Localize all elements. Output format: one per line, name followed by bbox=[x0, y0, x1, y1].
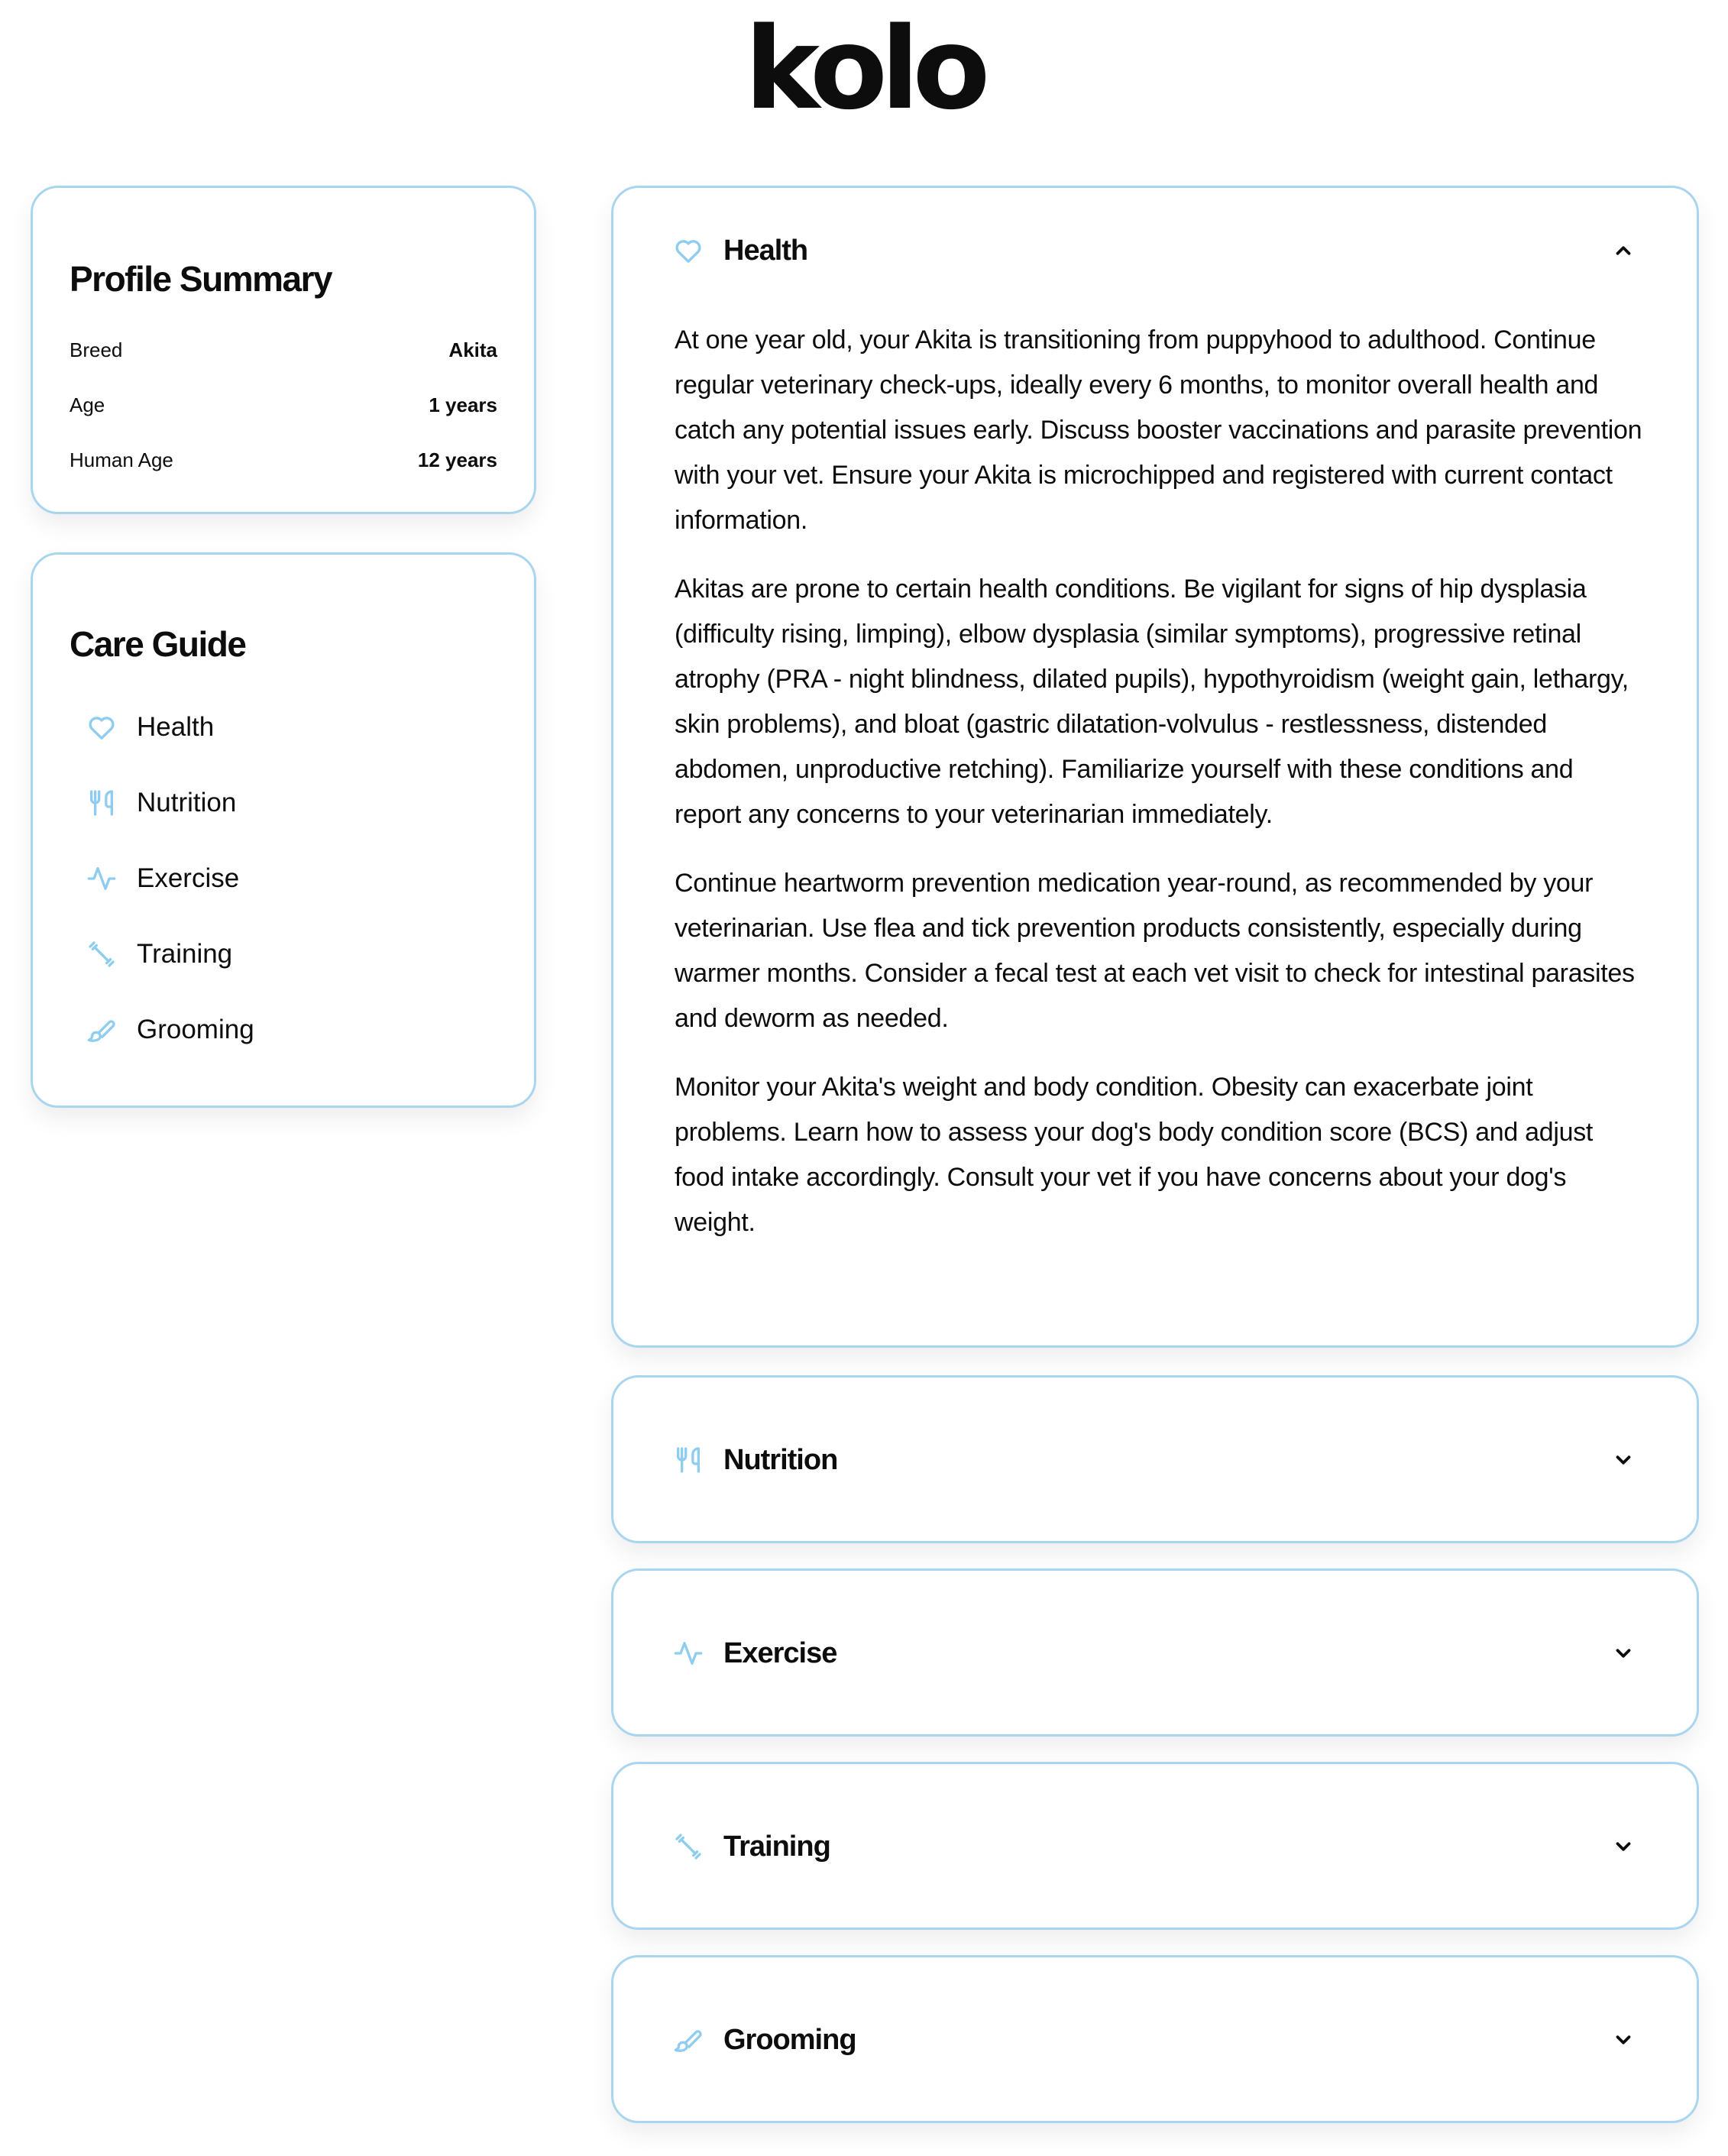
age-value: 1 years bbox=[429, 393, 497, 416]
accordion-title: Exercise bbox=[723, 1636, 837, 1669]
profile-row-human-age bbox=[70, 432, 497, 487]
profile-row-breed bbox=[70, 322, 497, 377]
accordion-grooming bbox=[611, 1955, 1699, 2123]
human-age-value: 12 years bbox=[417, 448, 497, 471]
accordion-health-content bbox=[675, 318, 1643, 1269]
profile-rows bbox=[70, 322, 497, 487]
dumbbell-icon bbox=[673, 1831, 704, 1862]
accordion-nutrition-header[interactable] bbox=[673, 1437, 1637, 1483]
heart-icon bbox=[86, 712, 117, 743]
health-paragraph: Akitas are prone to certain health conditions. Be vigilant for signs of hip dysplasia (difficulty rising, limping), elbow dysplasia (similar symptoms), progressive retinal atrophy (PRA - night blindness, dilated pupils), hypothyroidism (weight gain, lethargy, skin problems), and bloat (gastric dilatation-volvulus - restlessness, distended abdomen, unproductive retching). Familiarize yourself with these conditions and report any concerns to your veterinarian immediately. bbox=[675, 575, 1629, 829]
heart-icon bbox=[673, 235, 704, 266]
care-guide-item-label: Exercise bbox=[137, 863, 240, 893]
accordion-training-header[interactable] bbox=[673, 1824, 1637, 1870]
profile-row-age bbox=[70, 377, 497, 432]
health-paragraph: At one year old, your Akita is transitioning from puppyhood to adulthood. Continue regular veterinary check-ups, ideally every 6 months, to monitor overall health and catch any potential issues early. Discuss booster vaccinations and parasite prevention with your vet. Ensure your Akita is microchipped and registered with current contact information. bbox=[675, 325, 1642, 535]
care-guide-item-health[interactable] bbox=[70, 689, 497, 765]
human-age-label: Human Age bbox=[70, 448, 173, 471]
brush-icon bbox=[673, 2025, 704, 2055]
age-label: Age bbox=[70, 393, 105, 416]
chevron-down-icon[interactable] bbox=[1610, 1446, 1637, 1474]
accordion-grooming-header[interactable] bbox=[673, 2017, 1637, 2063]
health-paragraph: Continue heartworm prevention medication year-round, as recommended by your veterinarian. Use flea and tick prevention products consistently, especially during warmer months. Consider a fecal test at each vet visit to check for intestinal parasites and deworm as needed. bbox=[675, 869, 1635, 1033]
profile-summary-card bbox=[31, 186, 536, 514]
care-guide-item-exercise[interactable] bbox=[70, 840, 497, 916]
accordion-title: Nutrition bbox=[723, 1443, 838, 1476]
activity-icon bbox=[86, 863, 117, 894]
activity-icon bbox=[673, 1638, 704, 1669]
breed-value: Akita bbox=[448, 338, 497, 361]
dumbbell-icon bbox=[86, 939, 117, 970]
brush-icon bbox=[86, 1015, 117, 1045]
care-guide-item-grooming[interactable] bbox=[70, 992, 497, 1067]
utensils-icon bbox=[86, 788, 117, 818]
care-guide-list bbox=[70, 689, 497, 1067]
accordion-title: Health bbox=[723, 234, 808, 267]
accordion-title: Training bbox=[723, 1830, 830, 1863]
chevron-down-icon[interactable] bbox=[1610, 2026, 1637, 2054]
accordion-nutrition bbox=[611, 1375, 1699, 1543]
accordion-training bbox=[611, 1762, 1699, 1930]
care-guide-item-training[interactable] bbox=[70, 916, 497, 992]
care-guide-item-nutrition[interactable] bbox=[70, 765, 497, 840]
care-guide-item-label: Health bbox=[137, 711, 215, 742]
accordion-exercise-header[interactable] bbox=[673, 1630, 1637, 1676]
accordion-title: Grooming bbox=[723, 2023, 856, 2056]
care-guide-item-label: Grooming bbox=[137, 1014, 254, 1044]
care-guide-title: Care Guide bbox=[70, 624, 246, 664]
health-paragraph: Monitor your Akita's weight and body condition. Obesity can exacerbate joint problems. Learn how to assess your dog's body condition score (BCS) and adjust food intake accordingly. Consult your vet if you have concerns about your dog's weight. bbox=[675, 1073, 1594, 1237]
chevron-down-icon[interactable] bbox=[1610, 1640, 1637, 1667]
care-guide-item-label: Nutrition bbox=[137, 787, 237, 817]
profile-summary-title: Profile Summary bbox=[70, 259, 332, 299]
chevron-down-icon[interactable] bbox=[1610, 1833, 1637, 1860]
accordion-health-header[interactable] bbox=[673, 228, 1637, 274]
accordion-health bbox=[611, 186, 1699, 1348]
care-guide-card bbox=[31, 552, 536, 1108]
utensils-icon bbox=[673, 1445, 704, 1475]
accordion-exercise bbox=[611, 1568, 1699, 1737]
care-guide-item-label: Training bbox=[137, 938, 233, 969]
chevron-up-icon[interactable] bbox=[1610, 237, 1637, 264]
breed-label: Breed bbox=[70, 338, 123, 361]
kolo-logo[interactable]: kolo bbox=[744, 3, 984, 134]
